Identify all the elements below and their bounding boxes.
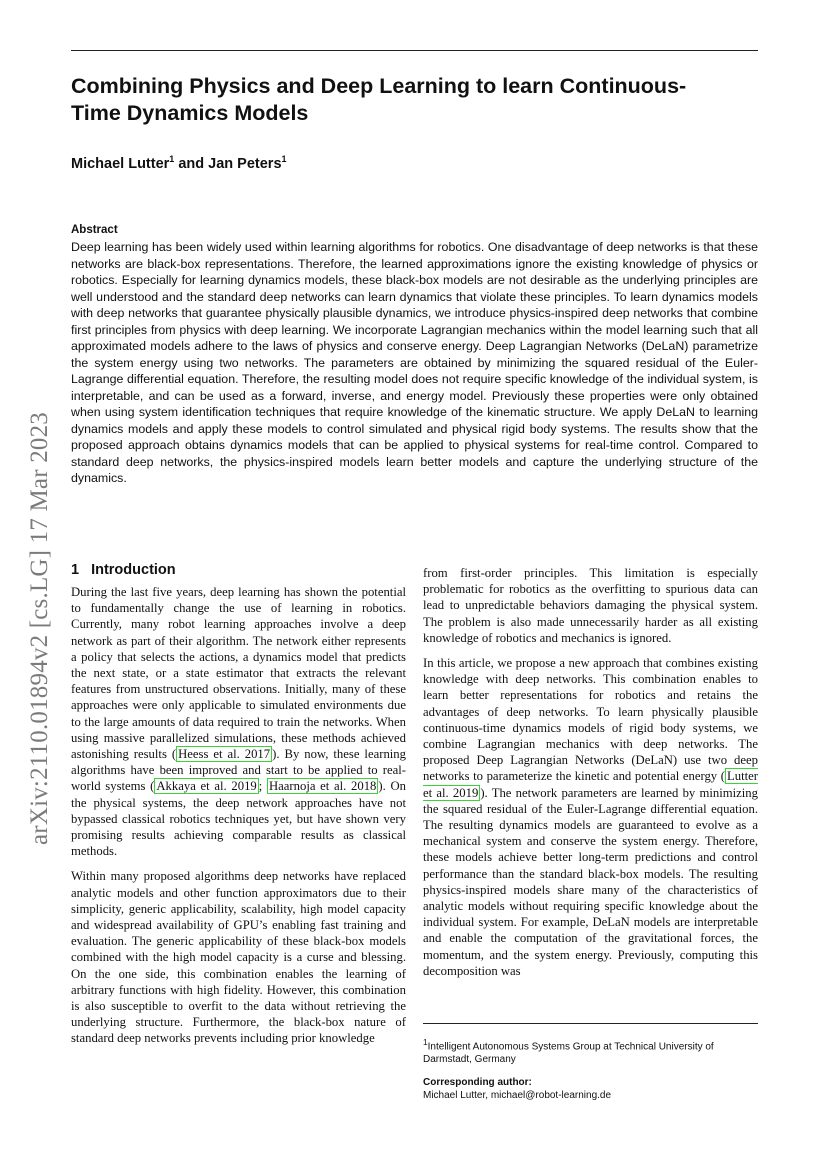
paragraph-text: ). By now, these learning algorithms have been improved and start to be applied to real-world systems (: [71, 747, 406, 794]
paragraph-text: During the last five years, deep learning has shown the potential to fundamentally change the use of learning in robotics. Currently, many robot learning approaches involve a deep network as part of their algorithm. The network either represents a policy that selects the actions, a dynamics model that predicts the next state, or a state estimator that extracts the relevant features from unstructured observations. Initially, many of these approaches were only applicable to simulated environments due to the large amounts of data required to train the networks. When using massive parallelized simulations, these methods achieved astonishing results (: [71, 585, 406, 762]
citation-link[interactable]: Lutter et al. 2019: [423, 769, 758, 800]
paragraph-text: ). On the physical systems, the deep network approaches have not bypassed classical robotics techniques yet, but have shown very promising results achieving comparable results as classical methods.: [71, 779, 406, 859]
footnote-rule: [423, 1023, 758, 1024]
section-title: Introduction: [91, 562, 176, 578]
author-list: [71, 154, 287, 172]
paragraph: [71, 584, 406, 859]
author-name: Jan Peters: [208, 155, 282, 172]
corresponding-author-contact: Michael Lutter, michael@robot-learning.de: [423, 1090, 612, 1101]
top-rule: [71, 50, 758, 51]
affiliation-footnote: [423, 1036, 758, 1066]
citation-separator: ;: [258, 779, 267, 794]
right-column: [423, 565, 758, 988]
footnote-mark: 1: [423, 1037, 428, 1047]
paragraph: [423, 655, 758, 979]
footnote-text: Intelligent Autonomous Systems Group at Technical University of Darmstadt, Germany: [423, 1041, 714, 1066]
citation-link[interactable]: Heess et al. 2017: [178, 747, 271, 762]
paragraph: Within many proposed algorithms deep networks have replaced analytic models and other function approximators due to their simplicity, generic applicability, scalability, high model capacity and widespread availability of GPU’s enabling fast training and evaluation. The generic applicability of these black-box models combined with the high model capacity is a curse and blessing. On the one side, this combination enables the learning of arbitrary functions with high fidelity. However, this combination is also susceptible to overfit to the data without retrieving the underlying structure. Furthermore, the black-box nature of standard deep networks prevents including prior knowledge: [71, 869, 406, 1046]
paragraph-text: ). The network parameters are learned by minimizing the squared residual of the Euler-Lagrange differential equation. The resulting dynamics models are guaranteed to evolve as a mechanical system and conserve the system energy. Therefore, these models achieve better long-term predictions and control performance than the standard black-box models. The resulting physics-inspired models share many of the characteristics of analytic models without requiring specific knowledge about the individual system. For example, DeLaN models are interpretable and enable the computation of the gravitational forces, the momentum, and the system energy. Previously, computing this decomposition was: [423, 785, 758, 978]
author-separator: and: [174, 155, 209, 172]
section-heading: [71, 562, 406, 578]
citation-link[interactable]: Akkaya et al. 2019: [156, 779, 257, 794]
paragraph: from first-order principles. This limitation is especially problematic for robotics as the overfitting to spurious data can lead to unpredictable behaviors damaging the physical system. The problem is also made unnecessarily harder as all existing knowledge of robotics and mechanics is ignored.: [423, 566, 758, 645]
paper-title: Combining Physics and Deep Learning to learn Continuous-Time Dynamics Models: [71, 74, 687, 125]
abstract-body: Deep learning has been widely used within learning algorithms for robotics. One disadvantage of deep networks is that these networks are black-box representations. Therefore, the learned approximations ignore the existing knowledge of physics or robotics. Especially for learning dynamics models, these black-box models are not desirable as the underlying principles are well understood and the standard deep networks can learn dynamics that violate these principles. To learn dynamics models with deep networks that guarantee physically plausible dynamics, we introduce physics-inspired deep networks that combine first principles from physics with deep learning. We incorporate Lagrangian mechanics within the model learning such that all approximated models adhere to the laws of physics and conserve energy. Deep Lagrangian Networks (DeLaN) parametrize the system energy using two networks. The parameters are obtained by minimizing the squared residual of the Euler-Lagrange differential equation. Therefore, the resulting model does not require specific knowledge of the individual system, is interpretable, and can be used as a forward, inverse, and energy model. Previously these properties were only obtained when using system identification techniques that require knowledge of the kinematic structure. We apply DeLaN to learning dynamics models and apply these models to control simulated and physical rigid body systems. The results show that the proposed approach obtains dynamics models that can be applied to physical systems for real-time control. Compared to standard deep networks, the physics-inspired models learn better models and capture the underlying structure of the dynamics.: [71, 240, 758, 485]
section-number: 1: [71, 562, 80, 578]
arxiv-identifier-stamp: arXiv:2110.01894v2 [cs.LG] 17 Mar 2023: [26, 412, 53, 845]
paragraph-text: In this article, we propose a new approach that combines existing knowledge with deep networks. This combination enables to learn better representations for robotics and retains the advantages of deep networks. To learn physically plausible continuous-time dynamics models of rigid body systems, we combine Lagrangian mechanics with deep networks. The proposed Deep Lagrangian Networks (DeLaN) use two deep networks to parameterize the kinetic and potential energy (: [423, 656, 758, 784]
abstract-heading: Abstract: [71, 224, 118, 236]
affiliation-mark: 1: [281, 154, 287, 164]
citation-link[interactable]: Haarnoja et al. 2018: [268, 779, 377, 794]
corresponding-author-heading: Corresponding author:: [423, 1077, 532, 1088]
author-name: Michael Lutter: [71, 155, 170, 172]
left-column: [71, 562, 406, 1056]
affiliation-mark: 1: [169, 154, 175, 164]
